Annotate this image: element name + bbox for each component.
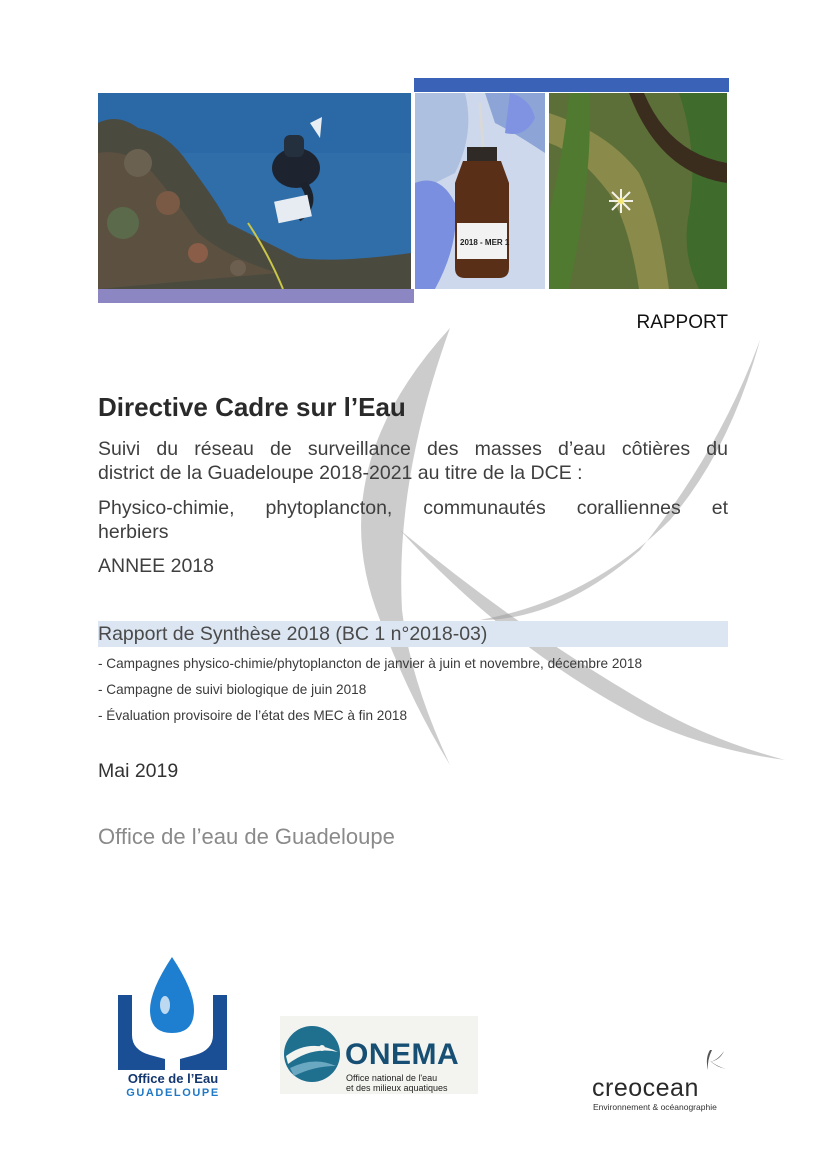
photo-lab-sample — [415, 93, 545, 289]
subtitle-line-3: Physico-chimie, phytoplancton, communautés coralliennes et — [98, 497, 728, 519]
onema-swirl-icon — [280, 1016, 342, 1094]
bottom-accent-bar — [98, 289, 414, 303]
diver-reef-illustration — [98, 93, 411, 289]
document-title: Directive Cadre sur l’Eau — [98, 392, 406, 422]
watermark-swoosh — [340, 320, 810, 780]
onema-logo-sub-2: et des milieux aquatiques — [346, 1083, 448, 1093]
synthesis-item: - Campagne de suivi biologique de juin 2018 — [98, 682, 367, 697]
bottle-label: 2018 - MER 1 — [460, 238, 510, 247]
seagrass-illustration — [549, 93, 727, 289]
creocean-logo-name: creocean — [592, 1074, 699, 1102]
organization-name: Office de l’eau de Guadeloupe — [98, 824, 395, 849]
publication-date: Mai 2019 — [98, 760, 179, 782]
year-label: ANNEE 2018 — [98, 555, 214, 577]
lab-sample-illustration — [415, 93, 545, 289]
subtitle-line-1: Suivi du réseau de surveillance des masses d’eau côtières du — [98, 438, 728, 460]
photo-diver-reef — [98, 93, 411, 289]
synthesis-title: Rapport de Synthèse 2018 (BC 1 n°2018-03) — [98, 623, 488, 645]
onema-logo-name: ONEMA — [345, 1038, 460, 1071]
synthesis-item: - Campagnes physico-chimie/phytoplancton de janvier à juin et novembre, décembre 2018 — [98, 656, 643, 671]
report-label: RAPPORT — [636, 312, 728, 333]
office-eau-logo-name: Office de l’Eau — [127, 1071, 219, 1086]
creocean-mark-icon — [704, 1048, 728, 1072]
subtitle-line-4: herbiers — [98, 521, 169, 543]
top-accent-bar — [414, 78, 729, 92]
synthesis-item: - Évaluation provisoire de l’état des MEC à fin 2018 — [98, 708, 408, 723]
subtitle-line-2: district de la Guadeloupe 2018-2021 au titre de la DCE : — [98, 462, 583, 484]
office-eau-logo-sub: GUADELOUPE — [126, 1087, 220, 1099]
onema-logo-sub-1: Office national de l'eau — [346, 1073, 438, 1083]
creocean-logo-sub: Environnement & océanographie — [593, 1102, 717, 1112]
photo-seagrass — [549, 93, 727, 289]
